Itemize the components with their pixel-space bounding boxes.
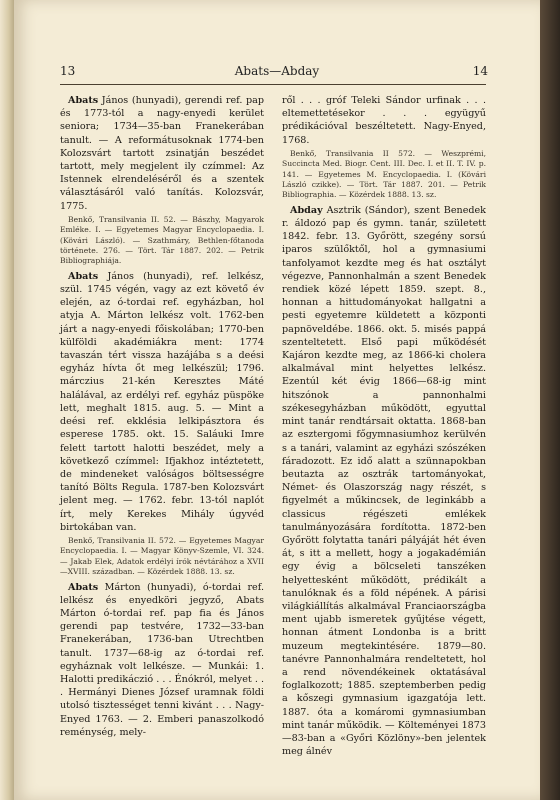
page-number-right: 14 (472, 64, 488, 78)
entry-headword: Abats (68, 95, 99, 106)
entry-headword: Abats (68, 270, 99, 282)
entry-abats-janos-1 (60, 94, 264, 213)
page-number-left: 13 (60, 64, 76, 78)
source-references: Benkő, Transilvania II 572. — Weszprémi, Succincta Med. Biogr. Cent. III. Dec. I. et II. T. IV. p. 141. — Egyetemes M. Encyclopaedia. I. (Kövári László czikke). — Tört. Tár 1887. 201. — Petrik Bibliographia. — Közérdek 1888. 13. sz. (282, 148, 486, 200)
entry-continuation (282, 94, 486, 147)
entry-headword: Abday (290, 204, 323, 216)
entry-text: Asztrik (Sándor), szent Benedek r. áldozó pap és gymn. tanár, született 1842. febr. 13. Győrött, szegény sorsú iparos szülőktől, hol a gymnasiumi tanfolyamot kezdte meg és hat osztályt végezve, Pannonhalmán a szent Benedek rendiek közé lépett 1859. szept. 8., honnan a hittudományokat hallgatni a pesti egyetemre küldetett a központi papnöveldébe. 1866. okt. 5. misés pappá szenteltetett. Első papi működését Kajáron kezdte meg, az 1866-ki cholera alkalmával mint helyettes lelkész. Ezentúl két évig 1866—68-ig mint hitszónok a pannonhalmi székesegyházban működött, egyuttal mint tanár rendtársait oktatta. 1868-ban az esztergomi főgymnasiumhoz kerülvén s a tanári, valamint az egyházi szószéken fáradozott. Ez idő alatt a szünnapokban beutazta az osztrák tartományokat, Német- és Olaszország nagy részét, s figyelmét a műkincsek, de leginkább a classicus régészeti emlékek tanulmányozására fordította. 1872-ben Győrött folytatta tanári pályáját hét éven át, s itt a mellett, hogy a jogakadémián egy évig a bölcseleti tanszéken helyettesként működött, prédikált a tanulóknak és a föld népének. A párisi világkiállítás alkalmával Franciaországba ment ujabb ismeretek gyűjtése végett, honnan átment Londonba is a britt muzeum megtekintésére. 1879—80. tanévre Pannonhalmára rendeltetett, hol a rend növendékeinek oktatásával foglalkozott; 1885. szeptemberben pedig a kőszegi gymnasium igazgatója lett. 1887. óta a komáromi gymnasiumban mint tanár működik. — Költeményei 1873—83-ban a «Győri Közlöny»-ben jelentek meg álnév (282, 204, 486, 758)
entry-headword: Abats (68, 581, 99, 593)
running-title: Abats—Abday (234, 64, 320, 78)
source-references: Benkő, Transilvania II. 572. — Egyetemes Magyar Encyclopaedia. I. — Magyar Könyv-Szemle, VI. 324. — Jakab Elek, Adatok erdélyi írók névtárához a XVII—XVIII. században. — Közérdek 1888. 13. sz. (60, 535, 264, 577)
entry-abats-marton (60, 581, 264, 739)
page-header (14, 64, 540, 82)
book-page (14, 0, 540, 800)
header-rule (60, 84, 486, 85)
right-column (282, 94, 486, 760)
book-edge (540, 0, 560, 800)
entry-text: Márton (hunyadi), ó-tordai ref. lelkész és enyedköri jegyző, Abats Márton ó-tordai ref. pap fia és János gerendi pap testvére, 1732—33-ban Franekerában, 1736-ban Utrechtben tanult. 1737—68-ig az ó-tordai ref. egyháznak volt lelkésze. — Munkái: 1. Halotti predikáczió . . . Énókról, melyet . . . Hermányi Dienes József uramnak földi utolsó tisztességet tenni kivánt . . . Nagy-Enyed 1763. — 2. Emberi panaszolkodó reménység, mely- (60, 581, 264, 738)
entry-abats-janos-2 (60, 270, 264, 534)
entry-text: János (hunyadi), gerendi ref. pap és 1773-tól a nagy-enyedi kerület seniora; 1734—35-ban Franekerában tanult. — A reformátusoknak 1774-ben Kolozsvárt tartott zsinatján beszédet tartott, mely megjelent ily czímmel: Az Istennek elrendeléséről és a szentek választásáról való tanítás. Kolozsvár, 1775. (60, 95, 264, 212)
entry-text: ről . . . gróf Teleki Sándor urfinak . . . eltemettetésekor . . . együgyű prédikációval beszéltetett. Nagy-Enyed, 1768. (282, 95, 486, 146)
book-spine (0, 0, 14, 800)
source-references: Benkő, Transilvania II. 52. — Bászhy, Magyarok Emléke. I. — Egyetemes Magyar Encyclopaedia. I. (Kövári László). — Szathmáry, Bethlen-főtanoda története. 276. — Tört. Tár 1887. 202. — Petrik Bibliographiája. (60, 214, 264, 266)
entry-text: János (hunyadi), ref. lelkész, szül. 1745 végén, vagy az ezt követő év elején, az ó-tordai ref. egyházban, hol atyja A. Márton lelkész volt. 1762-ben járt a nagy-enyedi főiskolában; 1770-ben külföldi akadémiákra ment: 1774 tavaszán tért vissza hazájába s a deési egyház hívta őt meg lelkészül; 1796. márczius 21-kén Keresztes Máté halálával, az erdélyi ref. egyház püspöke lett, meghalt 1815. aug. 5. — Mint a deési ref. ekklésia lelkipásztora és esperese 1785. okt. 15. Saláuki Imre felett tartott halotti beszédet, mely a következő czímmel: Ifjakhoz intéztetett, de mindeneket valóságos böltsességre tanító Bölts Regula. 1787-ben Kolozsvárt jelent meg. — 1762. febr. 13-tól naplót írt, mely Kerekes Mihály úgyvéd birtokában van. (60, 270, 264, 533)
entry-abday-asztrik (282, 204, 486, 759)
left-column (60, 94, 264, 741)
